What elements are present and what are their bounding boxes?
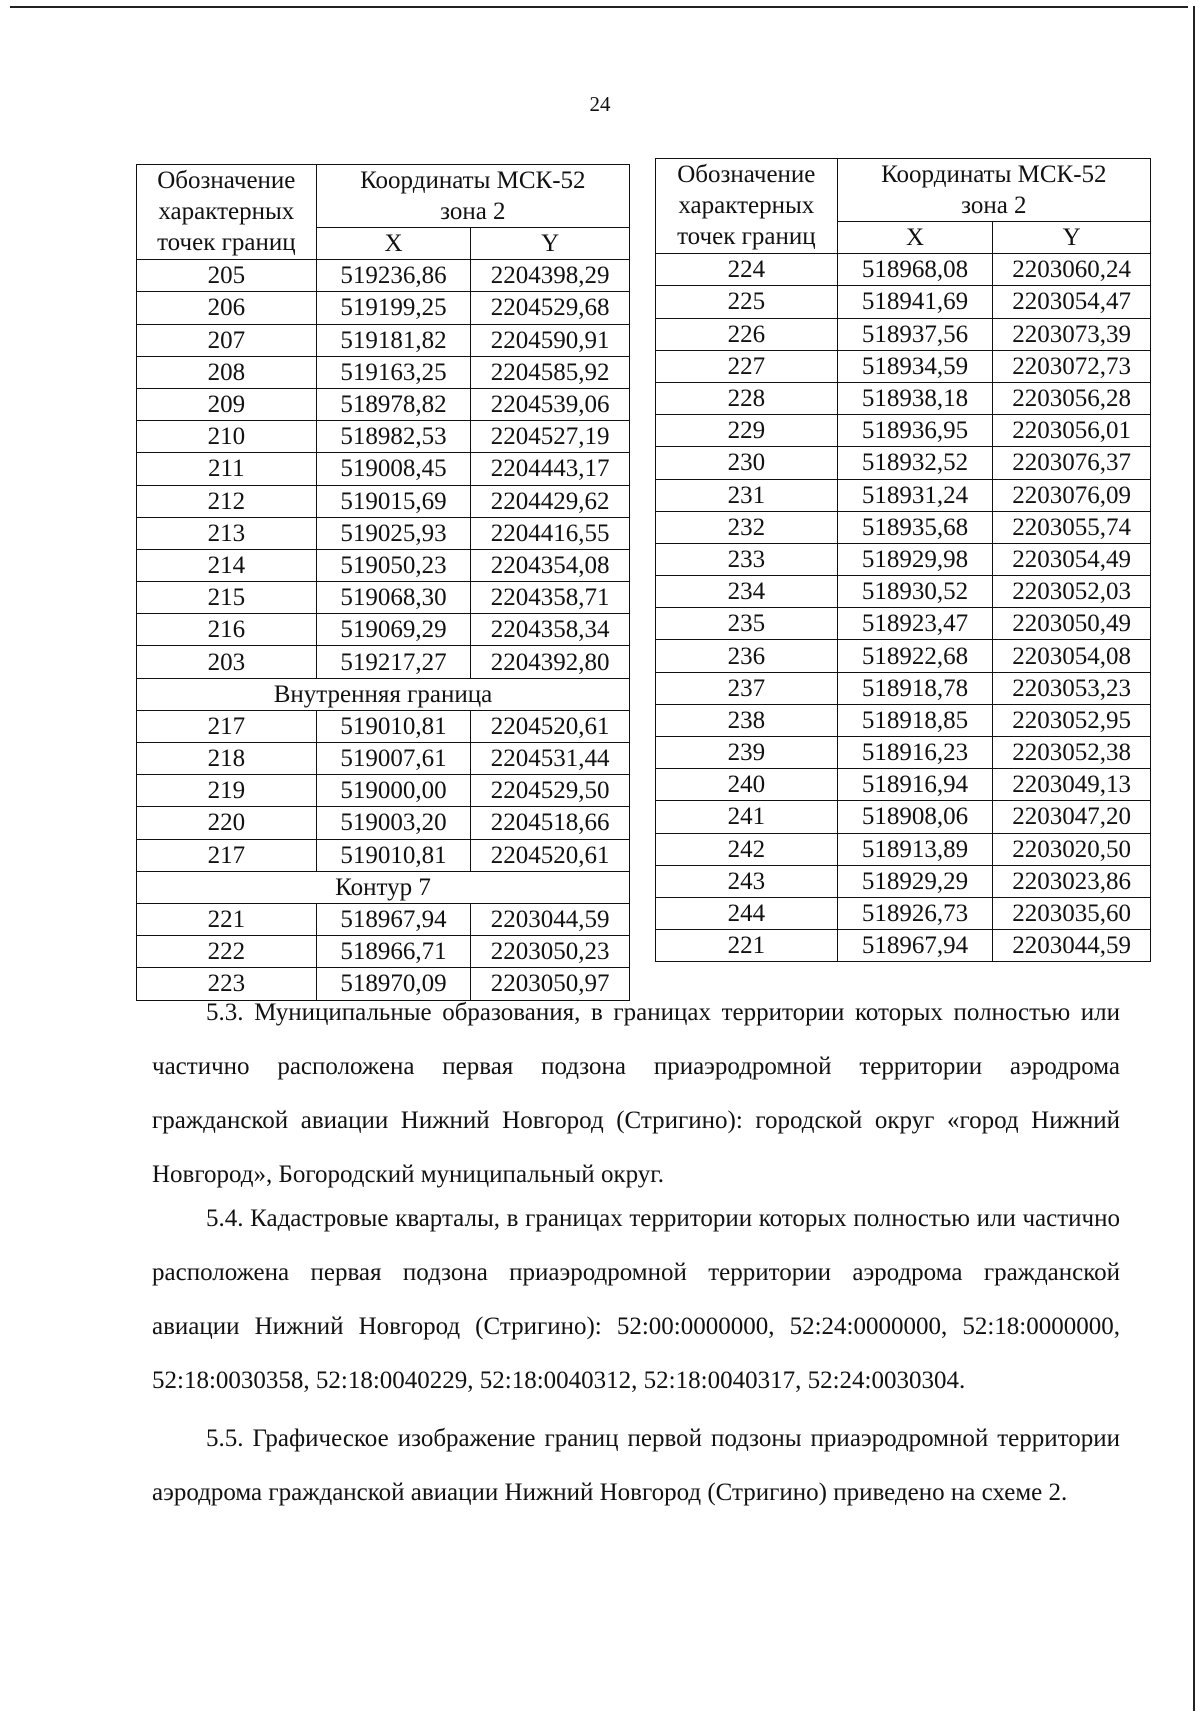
header-y: Y <box>993 222 1151 254</box>
point-cell: 213 <box>137 517 317 549</box>
y-cell: 2204585,92 <box>471 356 630 388</box>
y-cell: 2203050,23 <box>471 936 630 968</box>
x-cell: 518938,18 <box>837 382 993 414</box>
coordinates-table-left <box>136 164 630 1001</box>
header-y: Y <box>471 228 630 260</box>
table-row <box>656 511 1151 543</box>
y-cell: 2203023,86 <box>993 865 1151 897</box>
x-cell: 519007,61 <box>316 743 471 775</box>
point-cell: 206 <box>137 292 317 324</box>
point-cell: 221 <box>137 903 317 935</box>
point-cell: 224 <box>656 254 838 286</box>
x-cell: 519000,00 <box>316 775 471 807</box>
table-row <box>656 833 1151 865</box>
table-row <box>137 582 630 614</box>
point-cell: 208 <box>137 356 317 388</box>
x-cell: 519069,29 <box>316 614 471 646</box>
point-cell: 214 <box>137 549 317 581</box>
table-row <box>137 292 630 324</box>
header-label-line: характерных <box>158 198 295 225</box>
x-cell: 519181,82 <box>316 324 471 356</box>
paragraph-5-4 <box>152 1192 1120 1408</box>
point-cell: 242 <box>656 833 838 865</box>
y-cell: 2203072,73 <box>993 350 1151 382</box>
point-cell: 219 <box>137 775 317 807</box>
x-cell: 518913,89 <box>837 833 993 865</box>
table-row <box>656 769 1151 801</box>
y-cell: 2203076,37 <box>993 447 1151 479</box>
header-coordinates <box>837 159 1150 222</box>
table-row <box>656 447 1151 479</box>
x-cell: 519008,45 <box>316 453 471 485</box>
point-cell: 209 <box>137 388 317 420</box>
table-row <box>137 388 630 420</box>
table-row <box>656 737 1151 769</box>
paragraph-text: 5.3. Муниципальные образования, в границах территории которых полностью или частично расположена первая подзона приаэродромной территории аэродрома гражданской авиации Нижний Новгород (Стригино): городской округ «город Нижний Новгород», Богородский муниципальный округ. <box>152 999 1120 1188</box>
table-row <box>656 254 1151 286</box>
y-cell: 2203054,47 <box>993 286 1151 318</box>
y-cell: 2203054,49 <box>993 543 1151 575</box>
paragraph-5-5 <box>152 1412 1120 1520</box>
header-coords-line: зона 2 <box>961 192 1027 219</box>
x-cell: 518929,29 <box>837 865 993 897</box>
paragraph-text: 5.4. Кадастровые кварталы, в границах территории которых полностью или частично расположена первая подзона приаэродромной территории аэродрома гражданской авиации Нижний Новгород (Стригино): 52:00:0000000, 52:24:0000000, 52:18:0000000, 52:18:0030358, 52:18:0040229, 52:18:0040312, 52:18:0040317, 52:24:0030304. <box>152 1205 1120 1394</box>
section-title: Контур 7 <box>137 871 630 903</box>
point-cell: 239 <box>656 737 838 769</box>
table-row <box>137 324 630 356</box>
x-cell: 519025,93 <box>316 517 471 549</box>
point-cell: 231 <box>656 479 838 511</box>
y-cell: 2203044,59 <box>993 930 1151 962</box>
table-row <box>137 807 630 839</box>
y-cell: 2203054,08 <box>993 640 1151 672</box>
point-cell: 220 <box>137 807 317 839</box>
table-row <box>656 640 1151 672</box>
x-cell: 519010,81 <box>316 839 471 871</box>
y-cell: 2204392,80 <box>471 646 630 678</box>
x-cell: 518929,98 <box>837 543 993 575</box>
point-cell: 232 <box>656 511 838 543</box>
y-cell: 2204429,62 <box>471 485 630 517</box>
point-cell: 229 <box>656 415 838 447</box>
table-row <box>137 903 630 935</box>
table-row <box>656 930 1151 962</box>
table-row <box>656 608 1151 640</box>
y-cell: 2204354,08 <box>471 549 630 581</box>
y-cell: 2203020,50 <box>993 833 1151 865</box>
y-cell: 2204520,61 <box>471 839 630 871</box>
point-cell: 236 <box>656 640 838 672</box>
table-row <box>137 485 630 517</box>
point-cell: 226 <box>656 318 838 350</box>
table-row <box>137 260 630 292</box>
point-cell: 234 <box>656 576 838 608</box>
y-cell: 2203044,59 <box>471 903 630 935</box>
point-cell: 215 <box>137 582 317 614</box>
table-row <box>137 839 630 871</box>
x-cell: 518941,69 <box>837 286 993 318</box>
y-cell: 2203073,39 <box>993 318 1151 350</box>
header-coords-line: зона 2 <box>440 198 506 225</box>
y-cell: 2204529,68 <box>471 292 630 324</box>
page-number: 24 <box>589 92 611 116</box>
y-cell: 2203052,38 <box>993 737 1151 769</box>
x-cell: 518978,82 <box>316 388 471 420</box>
header-point-label <box>656 159 838 254</box>
point-cell: 203 <box>137 646 317 678</box>
y-cell: 2203056,01 <box>993 415 1151 447</box>
x-cell: 518936,95 <box>837 415 993 447</box>
table-row <box>656 479 1151 511</box>
section-row <box>137 678 630 710</box>
x-cell: 519217,27 <box>316 646 471 678</box>
point-cell: 210 <box>137 421 317 453</box>
y-cell: 2204531,44 <box>471 743 630 775</box>
y-cell: 2204416,55 <box>471 517 630 549</box>
header-coordinates <box>316 165 629 228</box>
y-cell: 2204398,29 <box>471 260 630 292</box>
table-row <box>137 614 630 646</box>
paragraph-text: 5.5. Графическое изображение границ первой подзоны приаэродромной территории аэродрома гражданской авиации Нижний Новгород (Стригино) приведено на схеме 2. <box>152 1425 1120 1506</box>
table-row <box>656 286 1151 318</box>
header-label-line: точек границ <box>677 223 816 250</box>
y-cell: 2203052,03 <box>993 576 1151 608</box>
x-cell: 518966,71 <box>316 936 471 968</box>
table-row <box>137 646 630 678</box>
x-cell: 518916,23 <box>837 737 993 769</box>
y-cell: 2203035,60 <box>993 897 1151 929</box>
y-cell: 2203050,97 <box>471 968 630 1000</box>
table-row <box>656 415 1151 447</box>
x-cell: 519199,25 <box>316 292 471 324</box>
x-cell: 518937,56 <box>837 318 993 350</box>
y-cell: 2203052,95 <box>993 704 1151 736</box>
table-row <box>656 382 1151 414</box>
x-cell: 518934,59 <box>837 350 993 382</box>
x-cell: 518967,94 <box>837 930 993 962</box>
table-row <box>656 801 1151 833</box>
point-cell: 228 <box>656 382 838 414</box>
point-cell: 212 <box>137 485 317 517</box>
point-cell: 227 <box>656 350 838 382</box>
x-cell: 518930,52 <box>837 576 993 608</box>
x-cell: 518926,73 <box>837 897 993 929</box>
table-row <box>137 743 630 775</box>
point-cell: 222 <box>137 936 317 968</box>
table-row <box>137 421 630 453</box>
point-cell: 207 <box>137 324 317 356</box>
x-cell: 518922,68 <box>837 640 993 672</box>
table-row <box>137 775 630 807</box>
x-cell: 519236,86 <box>316 260 471 292</box>
header-label-line: Обозначение <box>677 161 816 188</box>
y-cell: 2204358,71 <box>471 582 630 614</box>
y-cell: 2203047,20 <box>993 801 1151 833</box>
y-cell: 2204539,06 <box>471 388 630 420</box>
coordinates-table-right <box>655 158 1151 962</box>
x-cell: 518918,85 <box>837 704 993 736</box>
y-cell: 2203076,09 <box>993 479 1151 511</box>
x-cell: 518982,53 <box>316 421 471 453</box>
point-cell: 216 <box>137 614 317 646</box>
point-cell: 241 <box>656 801 838 833</box>
y-cell: 2203056,28 <box>993 382 1151 414</box>
table-header-row <box>137 165 630 228</box>
header-point-label <box>137 165 317 260</box>
y-cell: 2204443,17 <box>471 453 630 485</box>
table-row <box>137 453 630 485</box>
x-cell: 518916,94 <box>837 769 993 801</box>
table-row <box>656 704 1151 736</box>
x-cell: 518967,94 <box>316 903 471 935</box>
x-cell: 519050,23 <box>316 549 471 581</box>
point-cell: 230 <box>656 447 838 479</box>
y-cell: 2203050,49 <box>993 608 1151 640</box>
table-row <box>656 897 1151 929</box>
point-cell: 223 <box>137 968 317 1000</box>
table-header-row <box>656 159 1151 222</box>
point-cell: 243 <box>656 865 838 897</box>
y-cell: 2204527,19 <box>471 421 630 453</box>
y-cell: 2203055,74 <box>993 511 1151 543</box>
header-label-line: характерных <box>678 192 815 219</box>
point-cell: 218 <box>137 743 317 775</box>
table-row <box>656 350 1151 382</box>
table-row <box>137 356 630 388</box>
x-cell: 518932,52 <box>837 447 993 479</box>
table-row <box>137 549 630 581</box>
x-cell: 519010,81 <box>316 710 471 742</box>
y-cell: 2203060,24 <box>993 254 1151 286</box>
table-row <box>656 576 1151 608</box>
point-cell: 238 <box>656 704 838 736</box>
section-title: Внутренняя граница <box>137 678 630 710</box>
x-cell: 518923,47 <box>837 608 993 640</box>
x-cell: 518931,24 <box>837 479 993 511</box>
y-cell: 2204590,91 <box>471 324 630 356</box>
point-cell: 240 <box>656 769 838 801</box>
x-cell: 518935,68 <box>837 511 993 543</box>
table-row <box>656 543 1151 575</box>
point-cell: 244 <box>656 897 838 929</box>
header-coords-line: Координаты МСК-52 <box>881 161 1107 188</box>
x-cell: 518908,06 <box>837 801 993 833</box>
x-cell: 518968,08 <box>837 254 993 286</box>
header-x: X <box>837 222 993 254</box>
x-cell: 519015,69 <box>316 485 471 517</box>
table-row <box>656 318 1151 350</box>
table-row <box>656 672 1151 704</box>
point-cell: 217 <box>137 839 317 871</box>
x-cell: 519003,20 <box>316 807 471 839</box>
scan-border-right <box>1193 6 1195 1711</box>
point-cell: 221 <box>656 930 838 962</box>
point-cell: 237 <box>656 672 838 704</box>
table-row <box>137 936 630 968</box>
paragraph-5-3 <box>152 986 1120 1202</box>
y-cell: 2204518,66 <box>471 807 630 839</box>
y-cell: 2203053,23 <box>993 672 1151 704</box>
point-cell: 233 <box>656 543 838 575</box>
y-cell: 2204358,34 <box>471 614 630 646</box>
point-cell: 205 <box>137 260 317 292</box>
x-cell: 519068,30 <box>316 582 471 614</box>
table-row <box>137 710 630 742</box>
y-cell: 2204529,50 <box>471 775 630 807</box>
section-row <box>137 871 630 903</box>
header-label-line: Обозначение <box>157 167 296 194</box>
point-cell: 217 <box>137 710 317 742</box>
point-cell: 235 <box>656 608 838 640</box>
table-row <box>656 865 1151 897</box>
y-cell: 2203049,13 <box>993 769 1151 801</box>
table-row <box>137 517 630 549</box>
x-cell: 519163,25 <box>316 356 471 388</box>
header-coords-line: Координаты МСК-52 <box>360 167 586 194</box>
x-cell: 518918,78 <box>837 672 993 704</box>
y-cell: 2204520,61 <box>471 710 630 742</box>
header-label-line: точек границ <box>157 229 296 256</box>
point-cell: 225 <box>656 286 838 318</box>
header-x: X <box>316 228 471 260</box>
point-cell: 211 <box>137 453 317 485</box>
scan-border-top <box>10 6 1188 8</box>
x-cell: 518970,09 <box>316 968 471 1000</box>
